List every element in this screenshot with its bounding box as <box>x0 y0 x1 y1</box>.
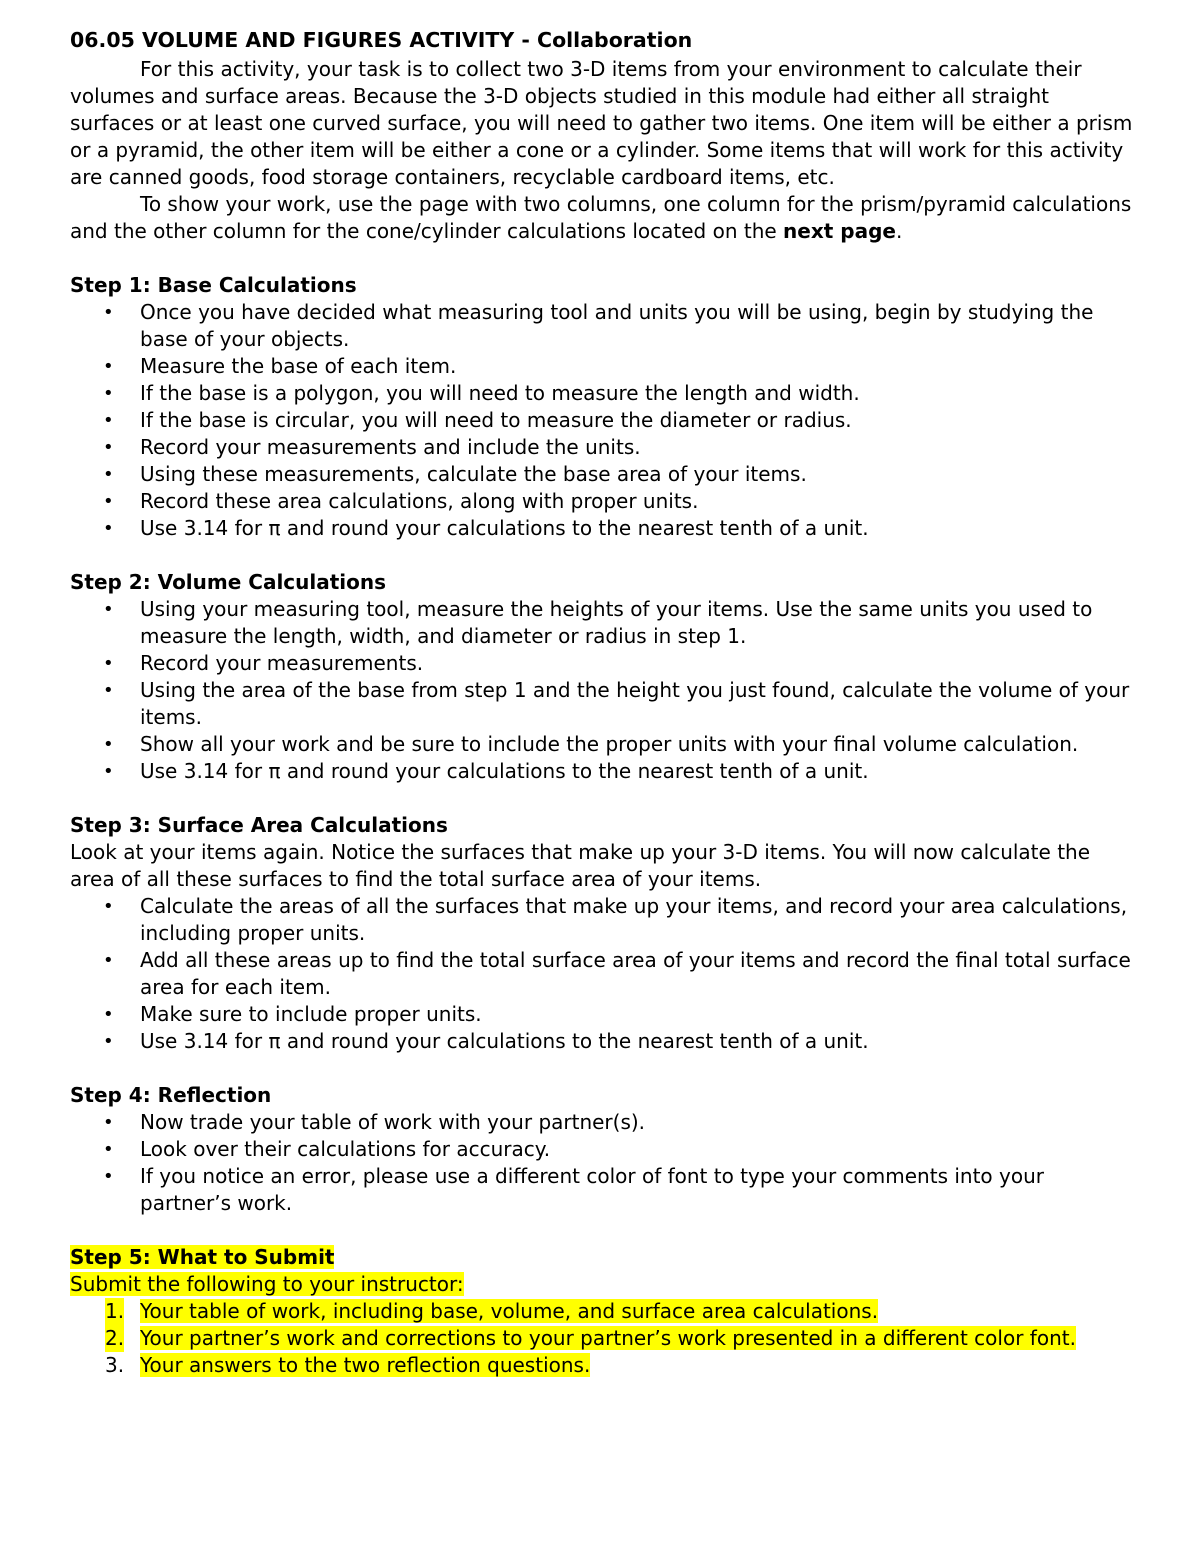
list-item <box>70 434 1135 461</box>
list-item <box>70 407 1135 434</box>
list-number: 2. <box>105 1326 125 1350</box>
step4-list <box>70 1109 1135 1217</box>
list-item <box>70 380 1135 407</box>
title-sub: Collaboration <box>537 28 693 52</box>
step5-heading <box>70 1244 1135 1271</box>
list-item-text: Calculate the areas of all the surfaces that make up your items, and record your area calculations, including proper units. <box>140 894 1128 945</box>
list-item <box>70 1109 1135 1136</box>
bullet-icon: • <box>103 950 114 971</box>
list-item-text: If you notice an error, please use a different color of font to type your comments into your partner’s work. <box>140 1164 1044 1215</box>
step1-heading: Step 1: Base Calculations <box>70 273 357 297</box>
bullet-icon: • <box>103 896 114 917</box>
intro-p2-end: . <box>895 219 903 243</box>
list-item-text: Show all your work and be sure to include the proper units with your final volume calculation. <box>140 732 1079 756</box>
step3-list <box>70 893 1135 1055</box>
bullet-icon: • <box>103 383 114 404</box>
list-item <box>70 461 1135 488</box>
list-item <box>70 596 1135 650</box>
list-item <box>70 299 1135 353</box>
document-title <box>70 26 1135 54</box>
list-item-text: Measure the base of each item. <box>140 354 457 378</box>
list-item-text: Use 3.14 for π and round your calculations to the nearest tenth of a unit. <box>140 759 869 783</box>
list-item <box>70 1325 1135 1352</box>
list-item-text: If the base is a polygon, you will need to measure the length and width. <box>140 381 860 405</box>
bullet-icon: • <box>103 437 114 458</box>
list-item <box>70 650 1135 677</box>
list-item <box>70 1136 1135 1163</box>
list-item <box>70 1001 1135 1028</box>
list-item-text: Use 3.14 for π and round your calculations to the nearest tenth of a unit. <box>140 516 869 540</box>
bullet-icon: • <box>103 464 114 485</box>
step2-heading: Step 2: Volume Calculations <box>70 570 387 594</box>
list-item-text: If the base is circular, you will need to measure the diameter or radius. <box>140 408 852 432</box>
list-item-text: Record these area calculations, along with proper units. <box>140 489 699 513</box>
bullet-icon: • <box>103 1112 114 1133</box>
bullet-icon: • <box>103 653 114 674</box>
list-item <box>70 1298 1135 1325</box>
bullet-icon: • <box>103 1166 114 1187</box>
list-item-text: Your answers to the two reflection questions. <box>140 1353 591 1377</box>
bullet-icon: • <box>103 356 114 377</box>
list-item-text: Using your measuring tool, measure the heights of your items. Use the same units you used to measure the length, width, and diameter or radius in step 1. <box>140 597 1093 648</box>
list-number: 1. <box>105 1299 125 1323</box>
document-page <box>70 26 1135 1379</box>
list-item <box>70 731 1135 758</box>
list-item-text: Look over their calculations for accuracy. <box>140 1137 551 1161</box>
bullet-icon: • <box>103 518 114 539</box>
list-item <box>70 488 1135 515</box>
bullet-icon: • <box>103 410 114 431</box>
list-item-text: Your table of work, including base, volume, and surface area calculations. <box>140 1299 879 1323</box>
list-item-text: Your partner’s work and corrections to your partner’s work presented in a different color font. <box>140 1326 1076 1350</box>
list-number: 3. <box>105 1353 125 1377</box>
intro-p2-text: To show your work, use the page with two columns, one column for the prism/pyramid calculations and the other column for the cone/cylinder calculations located on the <box>70 192 1132 243</box>
intro-paragraph-1: For this activity, your task is to collect two 3-D items from your environment to calculate their volumes and surface areas. Because the 3-D objects studied in this module had either all straight surfaces or at least one curved surface, you will need to gather two items. One item will be either a prism or a pyramid, the other item will be either a cone or a cylinder. Some items that will work for this activity are canned goods, food storage containers, recyclable cardboard items, etc. <box>70 57 1133 189</box>
list-item-text: Using these measurements, calculate the base area of your items. <box>140 462 807 486</box>
step3-intro: Look at your items again. Notice the surfaces that make up your 3-D items. You will now calculate the area of all these surfaces to find the total surface area of your items. <box>70 840 1091 891</box>
list-item <box>70 1352 1135 1379</box>
bullet-icon: • <box>103 734 114 755</box>
list-item-text: Record your measurements and include the units. <box>140 435 641 459</box>
list-item <box>70 515 1135 542</box>
bullet-icon: • <box>103 680 114 701</box>
bullet-icon: • <box>103 599 114 620</box>
list-item-text: Once you have decided what measuring tool and units you will be using, begin by studying the base of your objects. <box>140 300 1094 351</box>
bullet-icon: • <box>103 302 114 323</box>
bullet-icon: • <box>103 1031 114 1052</box>
step3-heading: Step 3: Surface Area Calculations <box>70 813 448 837</box>
step5-intro <box>70 1271 1135 1298</box>
step4-heading: Step 4: Reflection <box>70 1083 272 1107</box>
list-item-text: Now trade your table of work with your partner(s). <box>140 1110 646 1134</box>
intro-paragraph-2 <box>70 191 1135 245</box>
list-item <box>70 1028 1135 1055</box>
list-item-text: Use 3.14 for π and round your calculations to the nearest tenth of a unit. <box>140 1029 869 1053</box>
list-item <box>70 947 1135 1001</box>
bullet-icon: • <box>103 761 114 782</box>
list-item <box>70 758 1135 785</box>
list-item <box>70 1163 1135 1217</box>
list-item <box>70 677 1135 731</box>
step5-intro-text: Submit the following to your instructor: <box>70 1272 464 1296</box>
list-item <box>70 353 1135 380</box>
step5-list <box>70 1298 1135 1379</box>
step2-list <box>70 596 1135 785</box>
list-item-text: Record your measurements. <box>140 651 424 675</box>
intro-p2-next-page: next page <box>783 219 896 243</box>
title-main: 06.05 VOLUME AND FIGURES ACTIVITY - <box>70 28 538 52</box>
step5-heading-text: Step 5: What to Submit <box>70 1245 335 1269</box>
list-item-text: Make sure to include proper units. <box>140 1002 482 1026</box>
bullet-icon: • <box>103 491 114 512</box>
bullet-icon: • <box>103 1004 114 1025</box>
list-item-text: Add all these areas up to find the total surface area of your items and record the final total surface area for each item. <box>140 948 1131 999</box>
list-item-text: Using the area of the base from step 1 and the height you just found, calculate the volume of your items. <box>140 678 1130 729</box>
step1-list <box>70 299 1135 542</box>
list-item <box>70 893 1135 947</box>
bullet-icon: • <box>103 1139 114 1160</box>
